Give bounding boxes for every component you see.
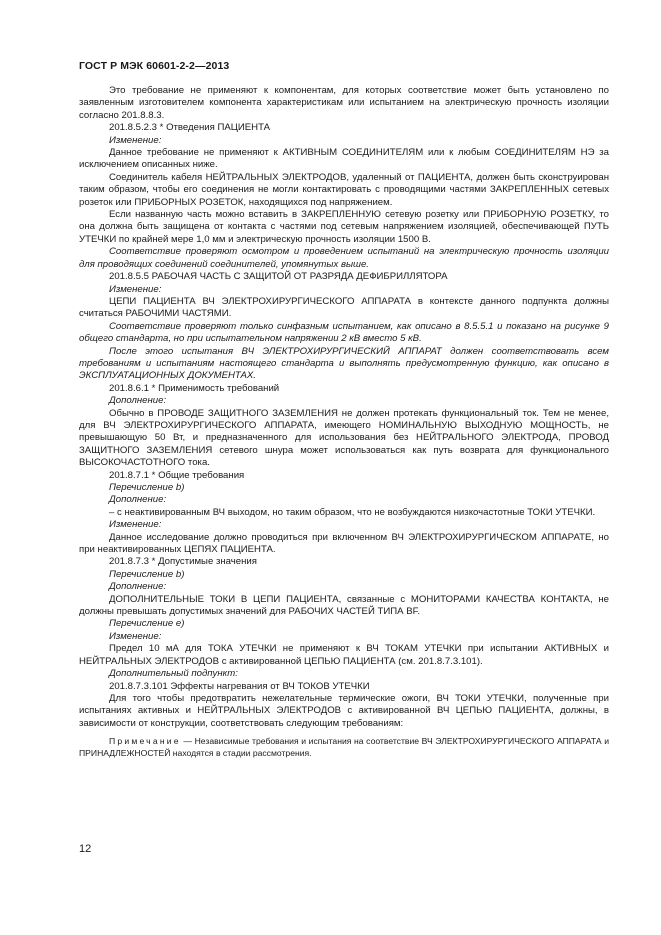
amendment-label: Изменение: xyxy=(109,630,162,642)
amendment-label: Изменение: xyxy=(109,283,162,295)
paragraph: Предел 10 мА для ТОКА УТЕЧКИ не применяют к ВЧ ТОКАМ УТЕЧКИ при испытании АКТИВНЫХ и НЕЙТРАЛЬНЫХ ЭЛЕКТРОДОВ с активированной ЦЕПЬЮ ПАЦИЕНТА (см. 201.8.7.3.101). xyxy=(79,643,609,667)
enumeration-label: Перечисление е) xyxy=(109,618,185,630)
enumeration-label: Перечисление b) xyxy=(109,568,185,580)
paragraph: Соединитель кабеля НЕЙТРАЛЬНЫХ ЭЛЕКТРОДОВ, удаленный от ПАЦИЕНТА, должен быть сконструирован таким образом, чтобы его соединения не могли контактировать с проводящими частями ЗАКРЕПЛЕННЫХ сетевых розеток или ПРИБОРНЫХ РОЗЕТОК, находящихся под напряжением. xyxy=(79,171,609,208)
paragraph: Данное исследование должно проводиться при включенном ВЧ ЭЛЕКТРОХИРУРГИЧЕСКОМ АППАРАТЕ, но при неактивированных ЦЕПЯХ ПАЦИЕНТА. xyxy=(79,531,609,556)
amendment-label: Изменение: xyxy=(109,519,162,531)
page-number: 12 xyxy=(79,843,92,855)
enumeration-label: Перечисление b) xyxy=(109,482,185,493)
clause-heading: 201.8.7.3.101 Эффекты нагревания от ВЧ ТОКОВ УТЕЧКИ xyxy=(109,680,370,692)
page-content xyxy=(79,85,609,759)
paragraph: ДОПОЛНИТЕЛЬНЫЕ ТОКИ В ЦЕПИ ПАЦИЕНТА, связанные с МОНИТОРАМИ КАЧЕСТВА КОНТАКТА, не должны превышать допустимых значений для РАБОЧИХ ЧАСТЕЙ ТИПА BF. xyxy=(79,593,609,618)
addition-label: Дополнение: xyxy=(109,494,167,506)
amendment-label: Изменение: xyxy=(109,134,162,146)
clause-heading: 201.8.5.2.3 * Отведения ПАЦИЕНТА xyxy=(109,122,271,134)
compliance-paragraph: Соответствие проверяют осмотром и проведением испытаний на электрическую прочность изоляции для проводящих соединений соединителей, упомянутых выше. xyxy=(79,246,609,270)
clause-heading: 201.8.6.1 * Применимость требований xyxy=(109,382,280,394)
list-item: – с неактивированным ВЧ выходом, но таким образом, что не возбуждаются низкочастотные ТОКИ УТЕЧКИ. xyxy=(109,506,596,518)
paragraph: Для того чтобы предотвратить нежелательные термические ожоги, ВЧ ТОКИ УТЕЧКИ, полученные при испытаниях активных и НЕЙТРАЛЬНЫХ ЭЛЕКТРОДОВ с активированной ВЧ ЦЕПЬЮ ПАЦИЕНТА, должны, в зависимости от конструкции, соответствовать следующим требованиям: xyxy=(79,692,609,729)
compliance-paragraph: Соответствие проверяют только синфазным испытанием, как описано в 8.5.5.1 и показано на рисунке 9 общего стандарта, но при испытательном напряжении 2 кВ вместо 5 кВ. xyxy=(79,320,609,345)
note xyxy=(79,736,609,759)
note-text: — Независимые требования и испытания на соответствие ВЧ ЭЛЕКТРОХИРУРГИЧЕСКОГО АППАРАТА и ПРИНАДЛЕЖНОСТЕЙ находятся в стадии рассмотрения. xyxy=(79,736,609,758)
paragraph: Это требование не применяют к компонентам, для которых соответствие может быть установлено по заявленным изготовителем компонента характеристикам или испытанием на электрическую прочность изоляции согласно 201.8.8.3. xyxy=(79,85,609,121)
note-label: Примечание xyxy=(109,736,181,747)
paragraph: Данное требование не применяют к АКТИВНЫМ СОЕДИНИТЕЛЯМ или к любым СОЕДИНИТЕЛЯМ НЭ за исключением описанных ниже. xyxy=(79,147,609,171)
paragraph: ЦЕПИ ПАЦИЕНТА ВЧ ЭЛЕКТРОХИРУРГИЧЕСКОГО АППАРАТА в контексте данного подпункта должны считаться РАБОЧИМИ ЧАСТЯМИ. xyxy=(79,295,609,320)
clause-heading: 201.8.7.3 * Допустимые значения xyxy=(109,556,257,568)
clause-heading: 201.8.5.5 РАБОЧАЯ ЧАСТЬ С ЗАЩИТОЙ ОТ РАЗРЯДА ДЕФИБРИЛЛЯТОРА xyxy=(109,271,448,283)
clause-heading: 201.8.7.1 * Общие требования xyxy=(109,469,245,481)
addition-label: Дополнение: xyxy=(109,395,167,407)
compliance-paragraph: После этого испытания ВЧ ЭЛЕКТРОХИРУРГИЧЕСКИЙ АППАРАТ должен соответствовать всем требованиям и испытаниям настоящего стандарта и выполнять предусмотренную функцию, как описано в ЭКСПЛУАТАЦИОННЫХ ДОКУМЕНТАХ. xyxy=(79,345,609,382)
addition-label: Дополнение: xyxy=(109,581,167,593)
paragraph: Обычно в ПРОВОДЕ ЗАЩИТНОГО ЗАЗЕМЛЕНИЯ не должен протекать функциональный ток. Тем не менее, для ВЧ ЭЛЕКТРОХИРУРГИЧЕСКОГО АППАРАТА, имеющего НОМИНАЛЬНУЮ ВЫХОДНУЮ МОЩНОСТЬ, не превышающую 50 Вт, и предназначенного для использования без НЕЙТРАЛЬНОГО ЭЛЕКТРОДА, ПРОВОД ЗАЩИТНОГО ЗАЗЕМЛЕНИЯ сетевого шнура может использоваться как путь возврата для функционального ВЫСОКОЧАСТОТНОГО тока. xyxy=(79,407,609,469)
paragraph: Если названную часть можно вставить в ЗАКРЕПЛЕННУЮ сетевую розетку или ПРИБОРНУЮ РОЗЕТКУ, то она должна быть защищена от контакта с частями под сетевым напряжением изоляцией, обеспечивающей ПУТЬ УТЕЧКИ по крайней мере 1,0 мм и электрическую прочность изоляции 1500 В. xyxy=(79,209,609,245)
additional-subclause-label: Дополнительный подпункт: xyxy=(109,668,238,680)
standard-title: ГОСТ Р МЭК 60601-2-2—2013 xyxy=(79,60,230,72)
